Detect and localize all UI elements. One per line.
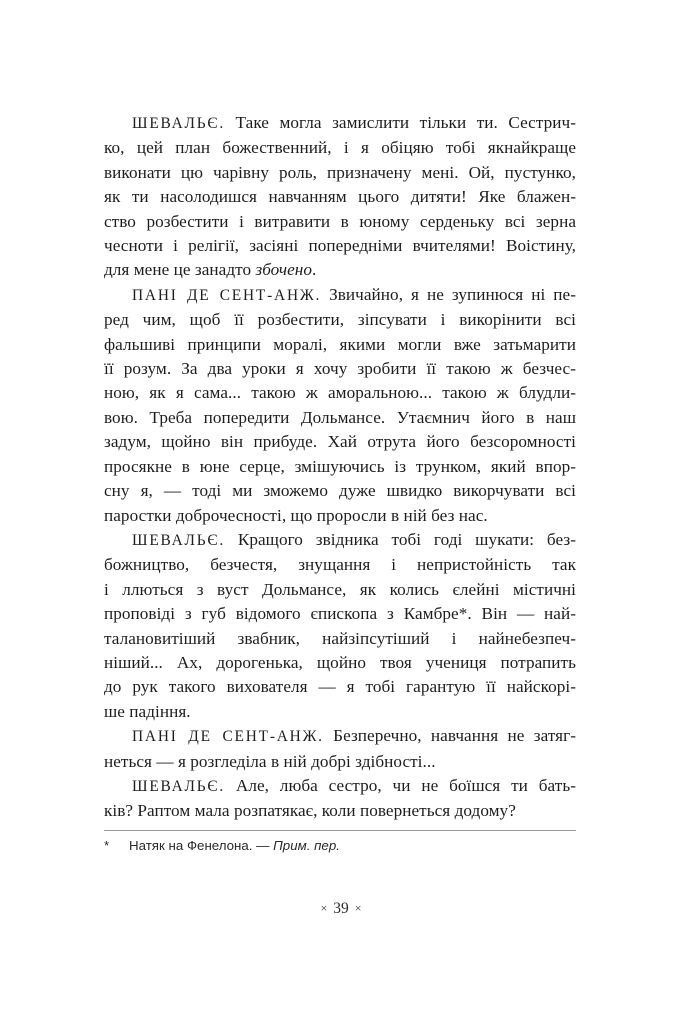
ornament-left-icon: × [320, 901, 328, 915]
paragraph [104, 774, 576, 824]
line-text: ніший... Ах, дорогенька, щойно твоя учениця потрапить [104, 652, 576, 672]
page-number-block [0, 900, 682, 918]
speaker-name: ШЕВАЛЬЄ. [132, 115, 226, 132]
line-text: сну я, — тоді ми зможемо дуже швидко викорчувати всі [104, 481, 576, 501]
line-text: ків? Раптом мала розпатякає, коли повернеться додому? [104, 801, 516, 821]
text-line [104, 799, 576, 823]
text-line [104, 774, 576, 799]
text-line [104, 724, 576, 749]
footnote-divider [104, 830, 576, 831]
line-text: ною, як я сама... такою ж аморальною... такою ж блудли- [104, 383, 576, 403]
text-line [104, 553, 576, 577]
text-line [104, 700, 576, 724]
line-text: ше падіння. [104, 701, 191, 721]
speaker-name: ШЕВАЛЬЄ. [132, 777, 226, 795]
text-line [104, 602, 576, 626]
text-line [104, 750, 576, 774]
line-text: вою. Треба попередити Дольмансе. Утаємнич його в наш [104, 407, 576, 427]
ornament-right-icon: × [354, 901, 362, 915]
line-text: Безперечно, навчання не затяг- [323, 726, 576, 746]
text-line [104, 258, 576, 282]
text-line [104, 430, 576, 454]
text-line [104, 308, 576, 332]
line-text: її розум. За два уроки я хочу зробити її такою ж безчес- [104, 359, 576, 379]
paragraph [104, 111, 576, 283]
paragraph [104, 724, 576, 774]
text-line [104, 333, 576, 357]
text-line [104, 455, 576, 479]
line-text: фальшиві принципи моралі, якими могли вже затьмарити [104, 334, 576, 354]
paragraph [104, 528, 576, 724]
paragraph [104, 283, 576, 528]
line-text: Але, люба сестро, чи не боїшся ти бать- [225, 775, 576, 795]
speaker-name: ШЕВАЛЬЄ. [132, 531, 226, 549]
text-line [104, 210, 576, 234]
italic-word: збочено [255, 260, 313, 280]
line-text: і ллються з вуст Дольмансе, як колись єлейні містичні [104, 579, 576, 599]
line-end: . [312, 260, 317, 280]
speaker-name: ПАНІ ДЕ СЕНТ-АНЖ. [132, 286, 322, 304]
line-text: просякне в юне серце, змішуючись із трунком, який впор- [104, 456, 576, 476]
line-text: ко, цей план божественний, і я обіцяю тобі якнайкраще [104, 138, 576, 158]
text-line [104, 283, 576, 308]
line-text: неться — я розгледіла в ній добрі здібності... [104, 751, 436, 771]
speaker-name: ПАНІ ДЕ СЕНТ-АНЖ. [132, 728, 324, 746]
text-line [104, 627, 576, 651]
line-text: божництво, безчестя, знущання і непристойність так [104, 555, 576, 575]
text-line [104, 234, 576, 258]
line-text: ред чим, щоб її розбестити, зіпсувати і викорінити всі [104, 310, 576, 330]
text-line [104, 406, 576, 430]
line-text: як ти насолодишся навчанням цього дитяти! Яке блажен- [104, 187, 576, 207]
main-text [104, 111, 576, 824]
text-line [104, 675, 576, 699]
footnote-text: Натяк на Фенелона. — [129, 838, 274, 853]
line-text: задум, щойно він прибуде. Хай отрута його безсоромності [104, 432, 576, 452]
text-line [104, 381, 576, 405]
line-text: до рук такого вихователя — я тобі гарантую її найскорі- [104, 677, 576, 697]
text-line [104, 136, 576, 160]
footnote-italic: Прим. пер. [273, 838, 340, 853]
line-text: талановитіший звабник, найзіпсутіший і найнебезпеч- [104, 628, 576, 648]
line-text: Звичайно, я не зупинюся ні пе- [321, 284, 577, 304]
text-line [104, 479, 576, 503]
text-line [104, 161, 576, 185]
footnote-marker: * [104, 838, 110, 853]
text-line [104, 111, 576, 136]
text-line [104, 357, 576, 381]
line-text: Таке могла замислити тільки ти. Сестрич- [225, 113, 576, 132]
line-text: для мене це занадто [104, 260, 256, 280]
line-text: паростки доброчесності, що проросли в ній без нас. [104, 505, 488, 525]
text-line [104, 578, 576, 602]
line-text: чесноти і релігії, засіяні попередніми вчителями! Воістину, [104, 236, 576, 256]
text-line [104, 651, 576, 675]
text-line [104, 528, 576, 553]
line-text: проповіді з губ відомого єпископа з Камбре*. Він — най- [104, 604, 576, 624]
line-text: виконати цю чарівну роль, призначену мені. Ой, пустунко, [104, 162, 576, 182]
text-line [104, 185, 576, 209]
page-number: 39 [333, 900, 349, 917]
footnote [104, 837, 576, 855]
text-line [104, 504, 576, 528]
line-text: Кращого звідника тобі годі шукати: без- [225, 529, 576, 549]
line-text: ство розбестити і витравити в юному серденьку всі зерна [104, 211, 576, 231]
